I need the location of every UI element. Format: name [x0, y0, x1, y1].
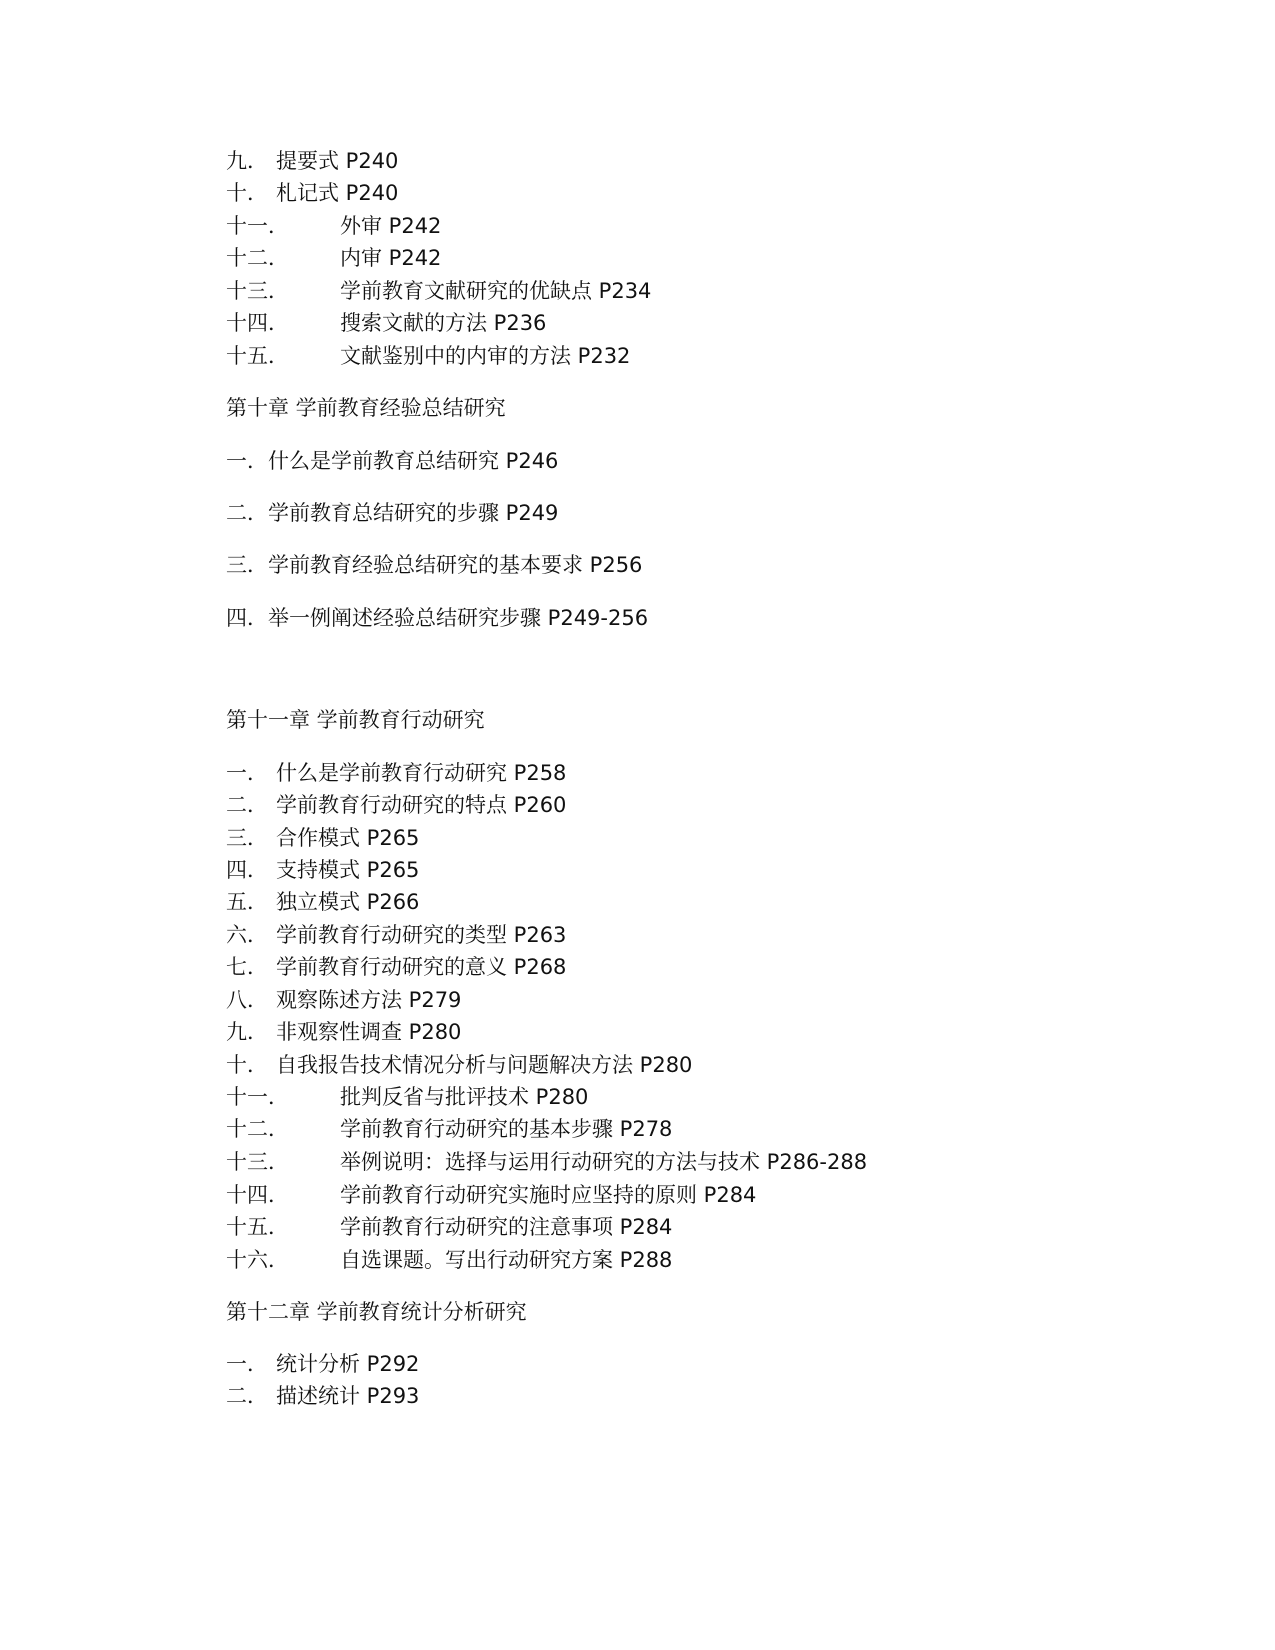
chapter-heading: 第十章 学前教育经验总结研究	[226, 396, 506, 420]
list-item	[226, 146, 398, 176]
item-text: 批判反省与批评技术 P280	[340, 1085, 589, 1109]
item-text: 支持模式 P265	[276, 858, 420, 882]
item-number: 十．	[226, 181, 268, 205]
list-item	[226, 1082, 588, 1112]
item-text: 观察陈述方法 P279	[276, 988, 462, 1012]
list-item	[226, 1212, 672, 1242]
list-item	[226, 341, 630, 371]
list-item	[226, 920, 566, 950]
list-item	[226, 887, 419, 917]
list-item	[226, 178, 398, 208]
list-item	[226, 243, 441, 273]
item-number: 三．	[226, 826, 268, 850]
item-text: 独立模式 P266	[276, 890, 420, 914]
item-text: 学前教育文献研究的优缺点 P234	[340, 279, 652, 303]
item-number: 十二．	[226, 246, 289, 270]
item-number: 九．	[226, 149, 268, 173]
item-number: 十五．	[226, 1215, 289, 1239]
item-number: 五．	[226, 890, 268, 914]
list-item: 三．学前教育经验总结研究的基本要求 P256	[226, 553, 643, 577]
chapter-heading: 第十二章 学前教育统计分析研究	[226, 1300, 527, 1324]
item-number: 十三．	[226, 279, 289, 303]
chapter-heading: 第十一章 学前教育行动研究	[226, 708, 485, 732]
item-text: 非观察性调查 P280	[276, 1020, 462, 1044]
item-number: 九．	[226, 1020, 268, 1044]
list-item	[226, 1381, 419, 1411]
item-text: 札记式 P240	[276, 181, 399, 205]
list-item	[226, 855, 419, 885]
list-item	[226, 1050, 692, 1080]
item-number: 二．	[226, 1384, 268, 1408]
item-text: 合作模式 P265	[276, 826, 420, 850]
list-item	[226, 952, 566, 982]
item-text: 举例说明：选择与运用行动研究的方法与技术 P286-288	[340, 1150, 868, 1174]
item-text: 外审 P242	[340, 214, 442, 238]
list-item	[226, 276, 651, 306]
list-item	[226, 1349, 419, 1379]
list-item: 四．举一例阐述经验总结研究步骤 P249-256	[226, 606, 649, 630]
item-text: 内审 P242	[340, 246, 442, 270]
item-text: 学前教育行动研究的类型 P263	[276, 923, 567, 947]
item-text: 自选课题。写出行动研究方案 P288	[340, 1248, 673, 1272]
list-item	[226, 211, 441, 241]
list-item	[226, 308, 546, 338]
item-number: 一．	[226, 1352, 268, 1376]
item-text: 自我报告技术情况分析与问题解决方法 P280	[276, 1053, 693, 1077]
list-item	[226, 1114, 672, 1144]
item-number: 十一．	[226, 1085, 289, 1109]
item-number: 六．	[226, 923, 268, 947]
item-text: 学前教育行动研究实施时应坚持的原则 P284	[340, 1183, 757, 1207]
list-item: 一．什么是学前教育总结研究 P246	[226, 449, 559, 473]
item-text: 什么是学前教育行动研究 P258	[276, 761, 567, 785]
item-number: 一．	[226, 761, 268, 785]
list-item	[226, 1147, 867, 1177]
item-number: 十六．	[226, 1248, 289, 1272]
item-number: 十五．	[226, 344, 289, 368]
list-item	[226, 823, 419, 853]
item-number: 十二．	[226, 1117, 289, 1141]
item-text: 文献鉴别中的内审的方法 P232	[340, 344, 631, 368]
item-text: 学前教育行动研究的基本步骤 P278	[340, 1117, 673, 1141]
item-text: 搜索文献的方法 P236	[340, 311, 547, 335]
item-number: 四．	[226, 858, 268, 882]
list-item	[226, 985, 461, 1015]
item-number: 七．	[226, 955, 268, 979]
item-text: 描述统计 P293	[276, 1384, 420, 1408]
item-number: 十四．	[226, 311, 289, 335]
item-number: 十一．	[226, 214, 289, 238]
list-item	[226, 1017, 461, 1047]
list-item	[226, 1180, 756, 1210]
item-number: 十三．	[226, 1150, 289, 1174]
list-item	[226, 758, 566, 788]
list-item	[226, 1245, 672, 1275]
item-number: 十四．	[226, 1183, 289, 1207]
item-number: 八．	[226, 988, 268, 1012]
item-text: 统计分析 P292	[276, 1352, 420, 1376]
item-number: 二．	[226, 793, 268, 817]
list-item: 二．学前教育总结研究的步骤 P249	[226, 501, 559, 525]
item-text: 学前教育行动研究的注意事项 P284	[340, 1215, 673, 1239]
item-text: 学前教育行动研究的特点 P260	[276, 793, 567, 817]
item-text: 学前教育行动研究的意义 P268	[276, 955, 567, 979]
item-number: 十．	[226, 1053, 268, 1077]
list-item	[226, 790, 566, 820]
item-text: 提要式 P240	[276, 149, 399, 173]
